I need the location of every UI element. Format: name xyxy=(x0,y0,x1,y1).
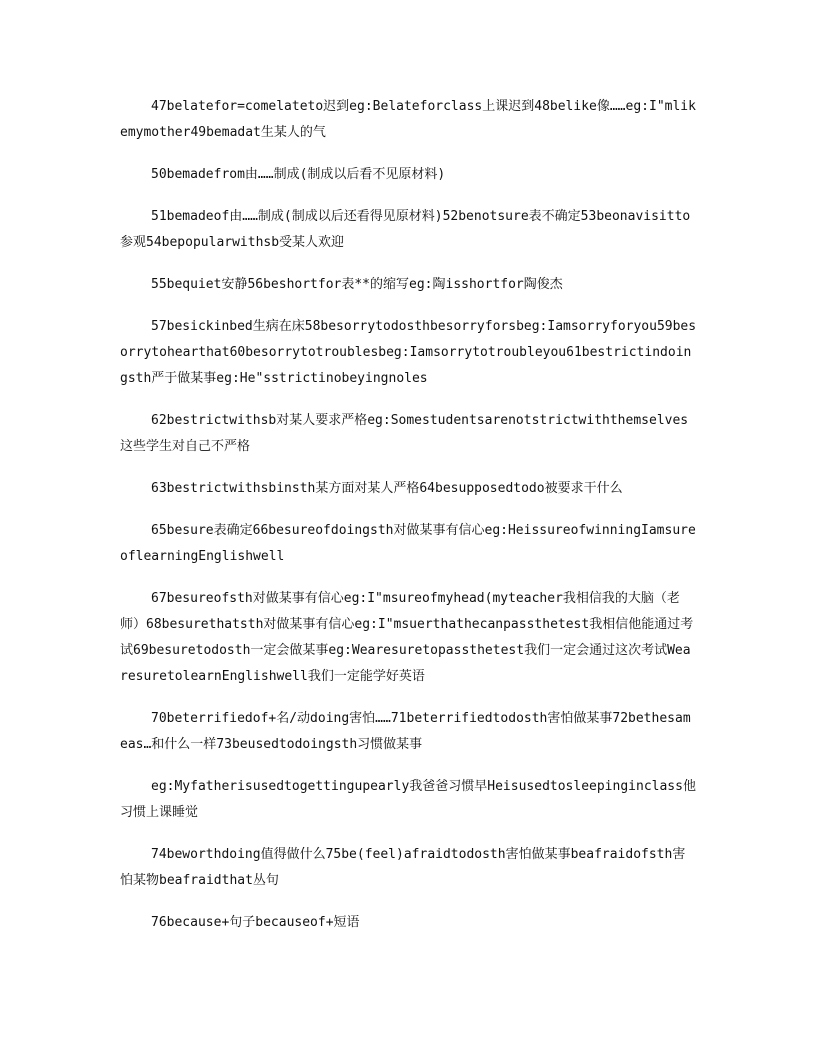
paragraph-63-64: 63bestrictwithsbinsth某方面对某人严格64besupposedtodo被要求干什么 xyxy=(151,481,623,496)
paragraph-51-54: 51bemadeof由……制成(制成以后还看得见原材料)52benotsure表不确定53beonavisitto参观54bepopularwithsb受某人欢迎 xyxy=(120,209,691,250)
paragraph-73-examples: eg:Myfatherisusedtogettingupearly我爸爸习惯早Heisusedtosleepinginclass他习惯上课睡觉 xyxy=(120,779,696,820)
paragraph-67-69: 67besureofsth对做某事有信心eg:I"msureofmyhead(myteacher我相信我的大脑（老师）68besurethatsth对做某事有信心eg:I"msuerthathecanpassthetest我相信他能通过考试69besuretodosth一定会做某事eg:Wearesuretopassthetest我们一定会通过这次考试WearesuretolearnEnglishwell我们一定能学好英语 xyxy=(120,591,694,684)
paragraph-57-61: 57besickinbed生病在床58besorrytodosthbesorryforsbeg:Iamsorryforyou59besorrytohearthat60besorrytotroublesbeg:Iamsorrytotroubleyou61bestrictindoingsth严于做某事eg:He"sstrictinobeyingnoles xyxy=(120,319,697,386)
paragraph-47-49: 47belatefor=comelateto迟到eg:Belateforclass上课迟到48belike像……eg:I"mlikemymother49bemadat生某人的气 xyxy=(120,99,696,140)
paragraph-65-66: 65besure表确定66besureofdoingsth对做某事有信心eg:HeissureofwinningIamsureoflearningEnglishwell xyxy=(120,523,696,564)
document-body xyxy=(120,94,698,952)
paragraph-62: 62bestrictwithsb对某人要求严格eg:Somestudentsarenotstrictwiththemselves这些学生对自己不严格 xyxy=(120,413,689,454)
paragraph-55-56: 55bequiet安静56beshortfor表**的缩写eg:陶isshortfor陶俊杰 xyxy=(151,277,563,292)
paragraph-76: 76because+句子becauseof+短语 xyxy=(151,915,360,930)
paragraph-50: 50bemadefrom由……制成(制成以后看不见原材料) xyxy=(151,167,446,182)
paragraph-74-75: 74beworthdoing值得做什么75be(feel)afraidtodosth害怕做某事beafraidofsth害怕某物beafraidthat丛句 xyxy=(120,847,686,888)
paragraph-70-73: 70beterrifiedof+名/动doing害怕……71beterrifiedtodosth害怕做某事72bethesameas…和什么一样73beusedtodoingsth习惯做某事 xyxy=(120,711,691,752)
